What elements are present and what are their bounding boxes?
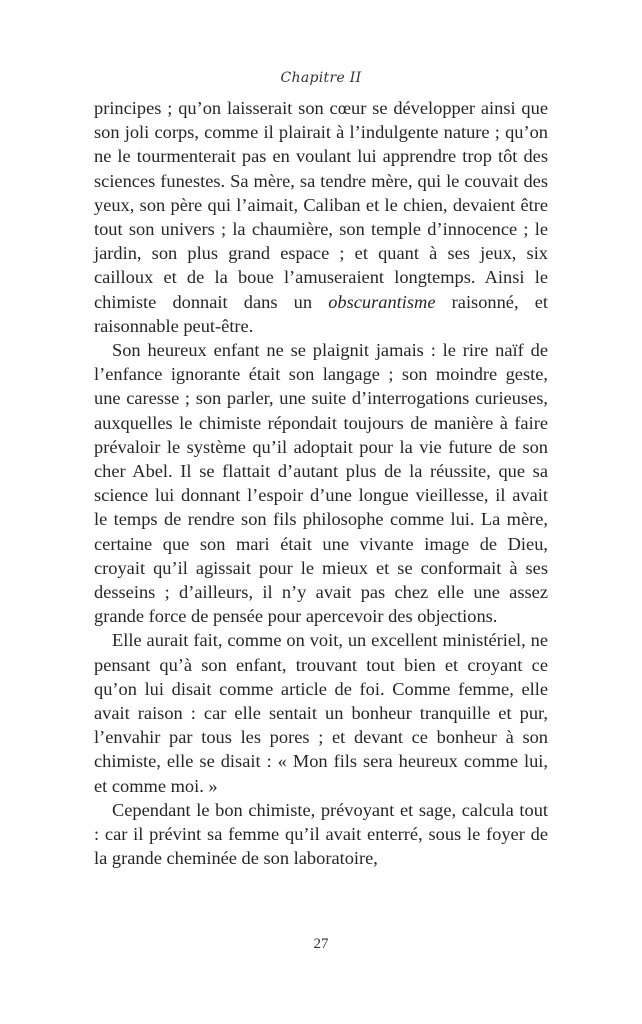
paragraph-4: Cependant le bon chimiste, prévoyant et sage, calcula tout : car il prévint sa femme qu’il avait enterré, sous le foyer de la grande cheminée de son laboratoire, (94, 799, 548, 869)
paragraph-2: Son heureux enfant ne se plaignit jamais : le rire naïf de l’enfance ignorante était son langage ; son moindre geste, une caresse ; son parler, une suite d’interrogations curieuses, auxquelles le chimiste répondait toujours de manière à faire prévaloir le système qu’il adoptait pour la vie future de son cher Abel. Il se flattait d’autant plus de la réussite, que sa science lui donnant l’espoir d’une longue vieillesse, il avait le temps de rendre son fils philosophe comme lui. La mère, certaine que son mari était une vivante image de Dieu, croyait qu’il agissait pour le mieux et se conformait à ses desseins ; d’ailleurs, il n’y avait pas chez elle une assez grande force de pensée pour apercevoir des objections. (94, 340, 548, 627)
page-number: 27 (313, 936, 329, 952)
paragraph-continued (94, 96, 548, 338)
running-title: Chapitre II (280, 70, 362, 86)
paragraph-1-text-a: principes ; qu’on laisserait son cœur se développer ainsi que son joli corps, comme il plairait à l’indulgente nature ; qu’on ne le tourmenterait pas en voulant lui apprendre trop tôt des sciences funestes. Sa mère, sa tendre mère, qui le couvait des yeux, son père qui l’aimait, Caliban et le chien, devaient être tout son univers ; la chaumière, son temple d’innocence ; le jardin, son plus grand espace ; et quant à ses jeux, six cailloux et de la boue l’amuseraient longtemps. Ainsi le chimiste donnait dans un (94, 98, 548, 312)
body-text (94, 96, 548, 871)
paragraph-1-emphasis: obscurantisme (328, 291, 436, 312)
paragraph-1-text-b: raisonné, et raisonnable peut-être. (94, 291, 548, 336)
paragraph-3: Elle aurait fait, comme on voit, un excellent ministériel, ne pensant qu’à son enfant, trouvant tout bien et croyant ce qu’on lui disait comme article de foi. Comme femme, elle avait raison : car elle sentait un bonheur tranquille et pur, l’envahir par tous les pores ; et devant ce bonheur à son chimiste, elle se disait : « Mon fils sera heureux comme lui, et comme moi. » (94, 630, 548, 796)
